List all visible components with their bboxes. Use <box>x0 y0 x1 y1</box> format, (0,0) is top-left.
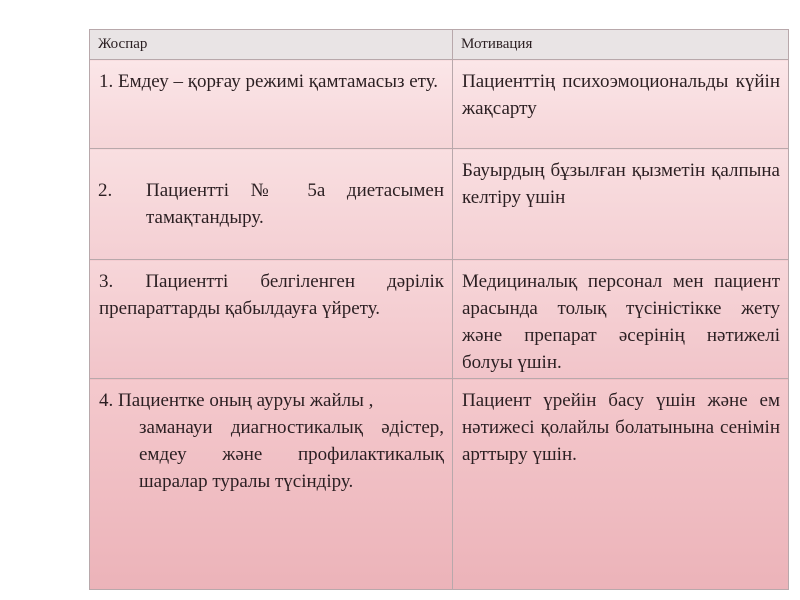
motivation-cell <box>453 379 789 590</box>
plan-text: 3. Пациентті белгіленген дәрілік препараттарды қабылдауға үйрету. <box>99 271 444 319</box>
motivation-text: Пациент үрейін басу үшін және ем нәтижесі қолайлы болатынына сенімін арттыру үшін. <box>462 390 780 465</box>
motivation-text: Бауырдың бұзылған қызметін қалпына келтіру үшін <box>462 160 780 208</box>
plan-text <box>90 149 452 231</box>
header-plan: Жоспар <box>90 30 453 60</box>
table-header-row <box>90 30 789 60</box>
plan-number: 2. <box>98 180 113 201</box>
motivation-text: Пациенттің психоэмоциональды күйін жақсарту <box>462 71 780 119</box>
plan-first-line: 4. Пациентке оның ауруы жайлы , <box>99 390 374 411</box>
motivation-cell <box>453 260 789 379</box>
motivation-text: Медициналық персонал мен пациент арасында толық түсіністікке жету және препарат әсерінің нәтижелі болуы үшін. <box>462 271 780 373</box>
plan-rest: заманауи диагностикалық әдістер, емдеу және профилактикалық шаралар туралы түсіндіру. <box>139 417 444 492</box>
plan-text: 1. Емдеу – қорғау режимі қамтамасыз ету. <box>99 71 439 92</box>
plan-cell <box>90 60 453 149</box>
table-row <box>90 60 789 149</box>
plan-body: Пациентті № 5а диетасымен тамақтандыру. <box>146 180 444 228</box>
plan-motivation-table <box>89 29 789 590</box>
plan-cell <box>90 379 453 590</box>
table-row <box>90 260 789 379</box>
header-motivation: Мотивация <box>453 30 789 60</box>
table-row <box>90 149 789 260</box>
plan-cell <box>90 260 453 379</box>
motivation-cell <box>453 149 789 260</box>
plan-text <box>90 379 452 495</box>
plan-cell <box>90 149 453 260</box>
motivation-cell <box>453 60 789 149</box>
table-row <box>90 379 789 590</box>
